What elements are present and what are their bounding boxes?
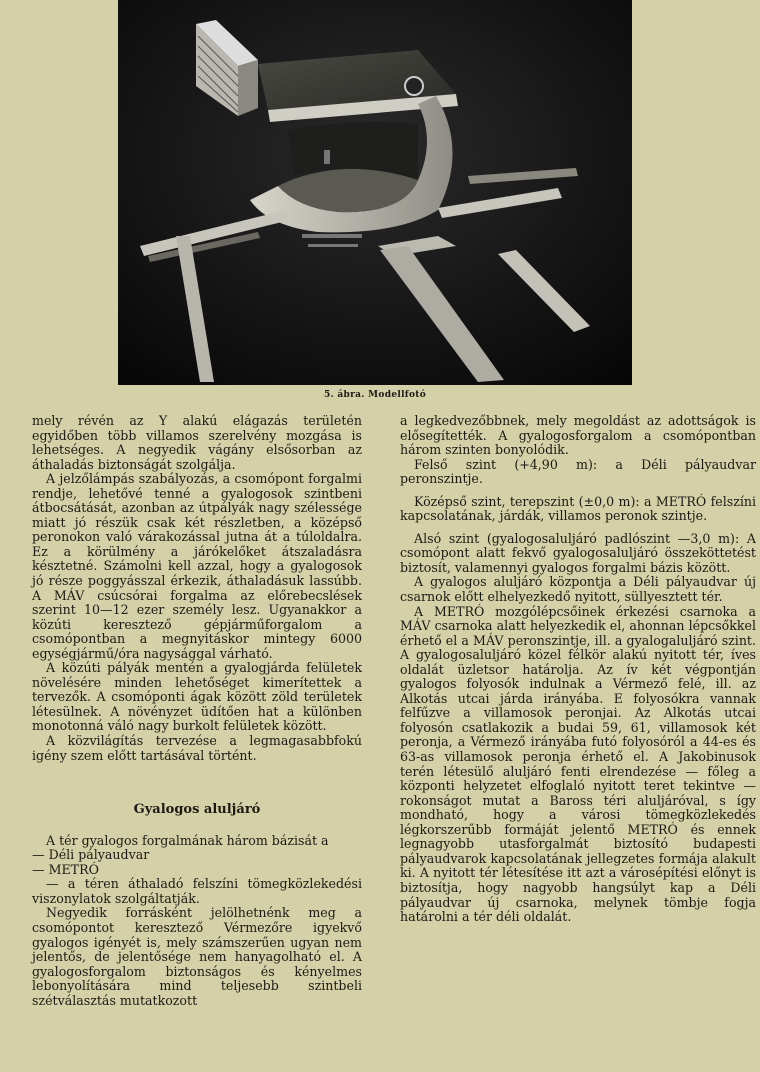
paragraph: A jelzőlámpás szabályozás, a csomópont forgalmi rendje, lehetővé tenné a gyalogosok szintbeni átbocsátását, azonban az útpályák nagy szélessége miatt jó részük csak két részletben, a középső peronokon való várakozással jutna át a túloldalra. Ez a körülmény a járókelőket átszaladásra késztetné. Számolni kell azzal, hogy a gyalogosok jó része poggyásszal érkezik, áthaladásuk lassúbb. A MÁV csúcsórai forgalma az előrebecslések szerint 10—12 ezer személy lesz. Ugyanakkor a közúti keresztező gépjárműforgalom a csomópontban a megnyitáskor mintegy 6000 egységjármű/óra nagysággal várható. — [32, 471, 362, 661]
paragraph: A METRÓ mozgólépcsőinek érkezési csarnoka a MÁV csarnoka alatt helyezkedik el, ahonnan lépcsőkkel érhető el a MÁV peronszintje, ill. a gyalogaluljáró szint. A gyalogosaluljáró közel félkör alakú nyitott tér, íves oldalát üzletsor határolja. Az ív két végpontján gyalogos folyosók indulnak a Vérmező felé, ill. az Alkotás utcai járda irányába. E folyosókra vannak felfűzve a villamosok peronjai. Az Alkotás utcai folyosón csatlakozik a budai 59, 61, villamosok két peronja, a Vérmező irányába futó folyosóról a 44-es és 63-as villamosok peronja érhető el. A Jakobinusok terén létesülő aluljáró fenti elrendezése — főleg a központi helyzetet elfoglaló nyitott teret tekintve — rokonságot mutat a Baross téri aluljáróval, s így mondható, hogy a városi tömegközlekedés légkorszerűbb formáját jelentő METRÓ és ennek legnagyobb utasforgalmát biztosító budapesti pályaudvarok kapcsolatának jellegzetes formája alakult ki. A nyitott tér létesítése itt azt a városépítési előnyt is biztosítja, hogy nagyobb hangsúlyt kap a Déli pályaudvar új csarnoka, melynek tömbje fogja határolni a tér déli oldalát. — [400, 603, 756, 925]
paragraph: Alsó szint (gyalogosaluljáró padlószint —3,0 m): A csomópont alatt fekvő gyalogosaluljáró összeköttetést biztosít, valamennyi gyalogos forgalmi bázis között. — [400, 530, 756, 575]
model-photo-image — [118, 0, 632, 385]
section-heading: Gyalogos aluljáró — [133, 802, 261, 818]
paragraph: A tér gyalogos forgalmának három bázisát a — [46, 832, 329, 848]
paragraph: mely révén az Y alakú elágazás területén egyidőben több villamos szerelvény mozgása is lehetséges. A negyedik vágány elsősorban az áthaladás biztonságát szolgálja. — [32, 413, 362, 472]
paragraph: Negyedik forrásként jelölhetnénk meg a csomópontot keresztező Vérmezőre igyekvő gyalogos igényét is, mely számszerűen ugyan nem jelentős, de jelentősége nem hanyagolható el. A gyalogosforgalom biztonságos és kényelmes lebonyolítására mind teljesebb szintbeli szétválasztás mutatkozott — [32, 905, 362, 1008]
paragraph: Középső szint, terepszint (±0,0 m): a METRÓ felszíni kapcsolatának, járdák, villamos peronok szintje. — [400, 493, 756, 524]
list-item: — Déli pályaudvar — [32, 847, 150, 863]
figure-caption: 5. ábra. Modellfotó — [323, 390, 427, 400]
paragraph: a legkedvezőbbnek, mely megoldást az adottságok is elősegítették. A gyalogosforgalom a csomópontban három szinten bonyolódik. — [400, 413, 756, 458]
paragraph: A közúti pályák mentén a gyalogjárda felületek növelésére minden lehetőséget kimerítettek a tervezők. A csomóponti ágak között zöld területek létesülnek. A növényzet üdítően hat a különben monotonná váló nagy burkolt felületek között. — [32, 660, 362, 734]
left-column — [32, 414, 362, 1008]
list-item: — METRÓ — [32, 861, 99, 877]
paragraph: A közvilágítás tervezése a legmagasabbfokú igény szem előtt tartásával történt. — [32, 733, 362, 763]
paragraph: — a téren áthaladó felszíni tömegközlekedési viszonylatok szolgáltatják. — [32, 876, 362, 906]
right-column — [400, 414, 756, 925]
paragraph: A gyalogos aluljáró központja a Déli pályaudvar új csarnok előtt elhelyezkedő nyitott, süllyesztett tér. — [400, 574, 756, 605]
paragraph: Felső szint (+4,90 m): a Déli pályaudvar peronszintje. — [400, 456, 756, 487]
model-photo — [118, 0, 632, 385]
